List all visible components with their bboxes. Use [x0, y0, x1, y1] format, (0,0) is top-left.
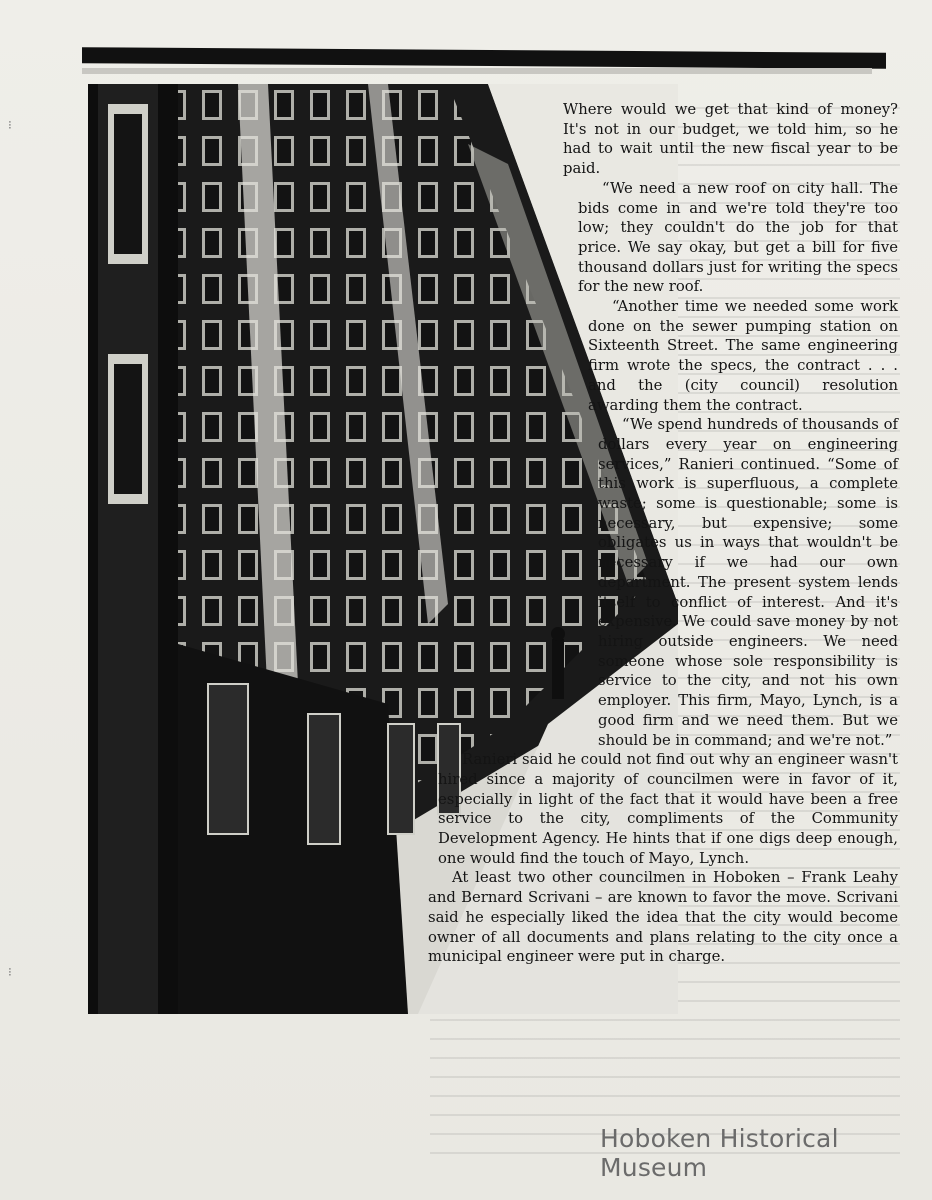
paragraph: At least two other councilmen in Hoboken – Frank Leahy and Bernard Scrivani – are known to favor the move. Scrivani said he especially liked the idea that the city would become owner of all documents and plans relating to the city once a municipal engineer were put in charge. [428, 869, 898, 966]
header-rule [82, 47, 886, 69]
paragraph: Where would we get that kind of money? It's not in our budget, we told him, so he had to wait until the new fiscal year to be paid. [563, 101, 898, 178]
paragraph: “We spend hundreds of thousands of dollars every year on engineering services,” Ranieri continued. “Some of this work is superfluous, a complete waste; some is questionable; some is necessary, but expensive; some obligates us in ways that wouldn't be necessary if we had our own department. The present system lends itself to conflict of interest. And it's expensive. We could save money by not hiring outside engineers. We need someone whose sole responsibility is service to the city, and not his own employer. This firm, Mayo, Lynch, is a good firm and we need them. But we should be in command; and we're not.” [598, 416, 898, 749]
margin-mark: ⁝ [8, 118, 12, 132]
paragraph: “Another time we needed some work done on the sewer pumping station on Sixteenth Street. The same engineering firm wrote the specs, the contract . . . and the (city council) resolution awarding them the contract. [588, 298, 898, 414]
paragraph: Ranieri said he could not find out why an engineer wasn't hired since a majority of councilmen were in favor of it, especially in light of the fact that it would have been a free service to the city, compliments of the Community Development Agency. He hints that if one digs deep enough, one would find the touch of Mayo, Lynch. [438, 751, 898, 867]
paragraph: “We need a new roof on city hall. The bids come in and we're told they're too low; they couldn't do the job for that price. We say okay, but get a bill for five thousand dollars just for writing the specs for the new roof. [578, 179, 898, 296]
margin-mark: ⁝ [8, 965, 12, 979]
museum-watermark: Hoboken Historical Museum [600, 1124, 839, 1182]
article-text [428, 100, 898, 967]
header-rule-shadow [82, 68, 872, 74]
